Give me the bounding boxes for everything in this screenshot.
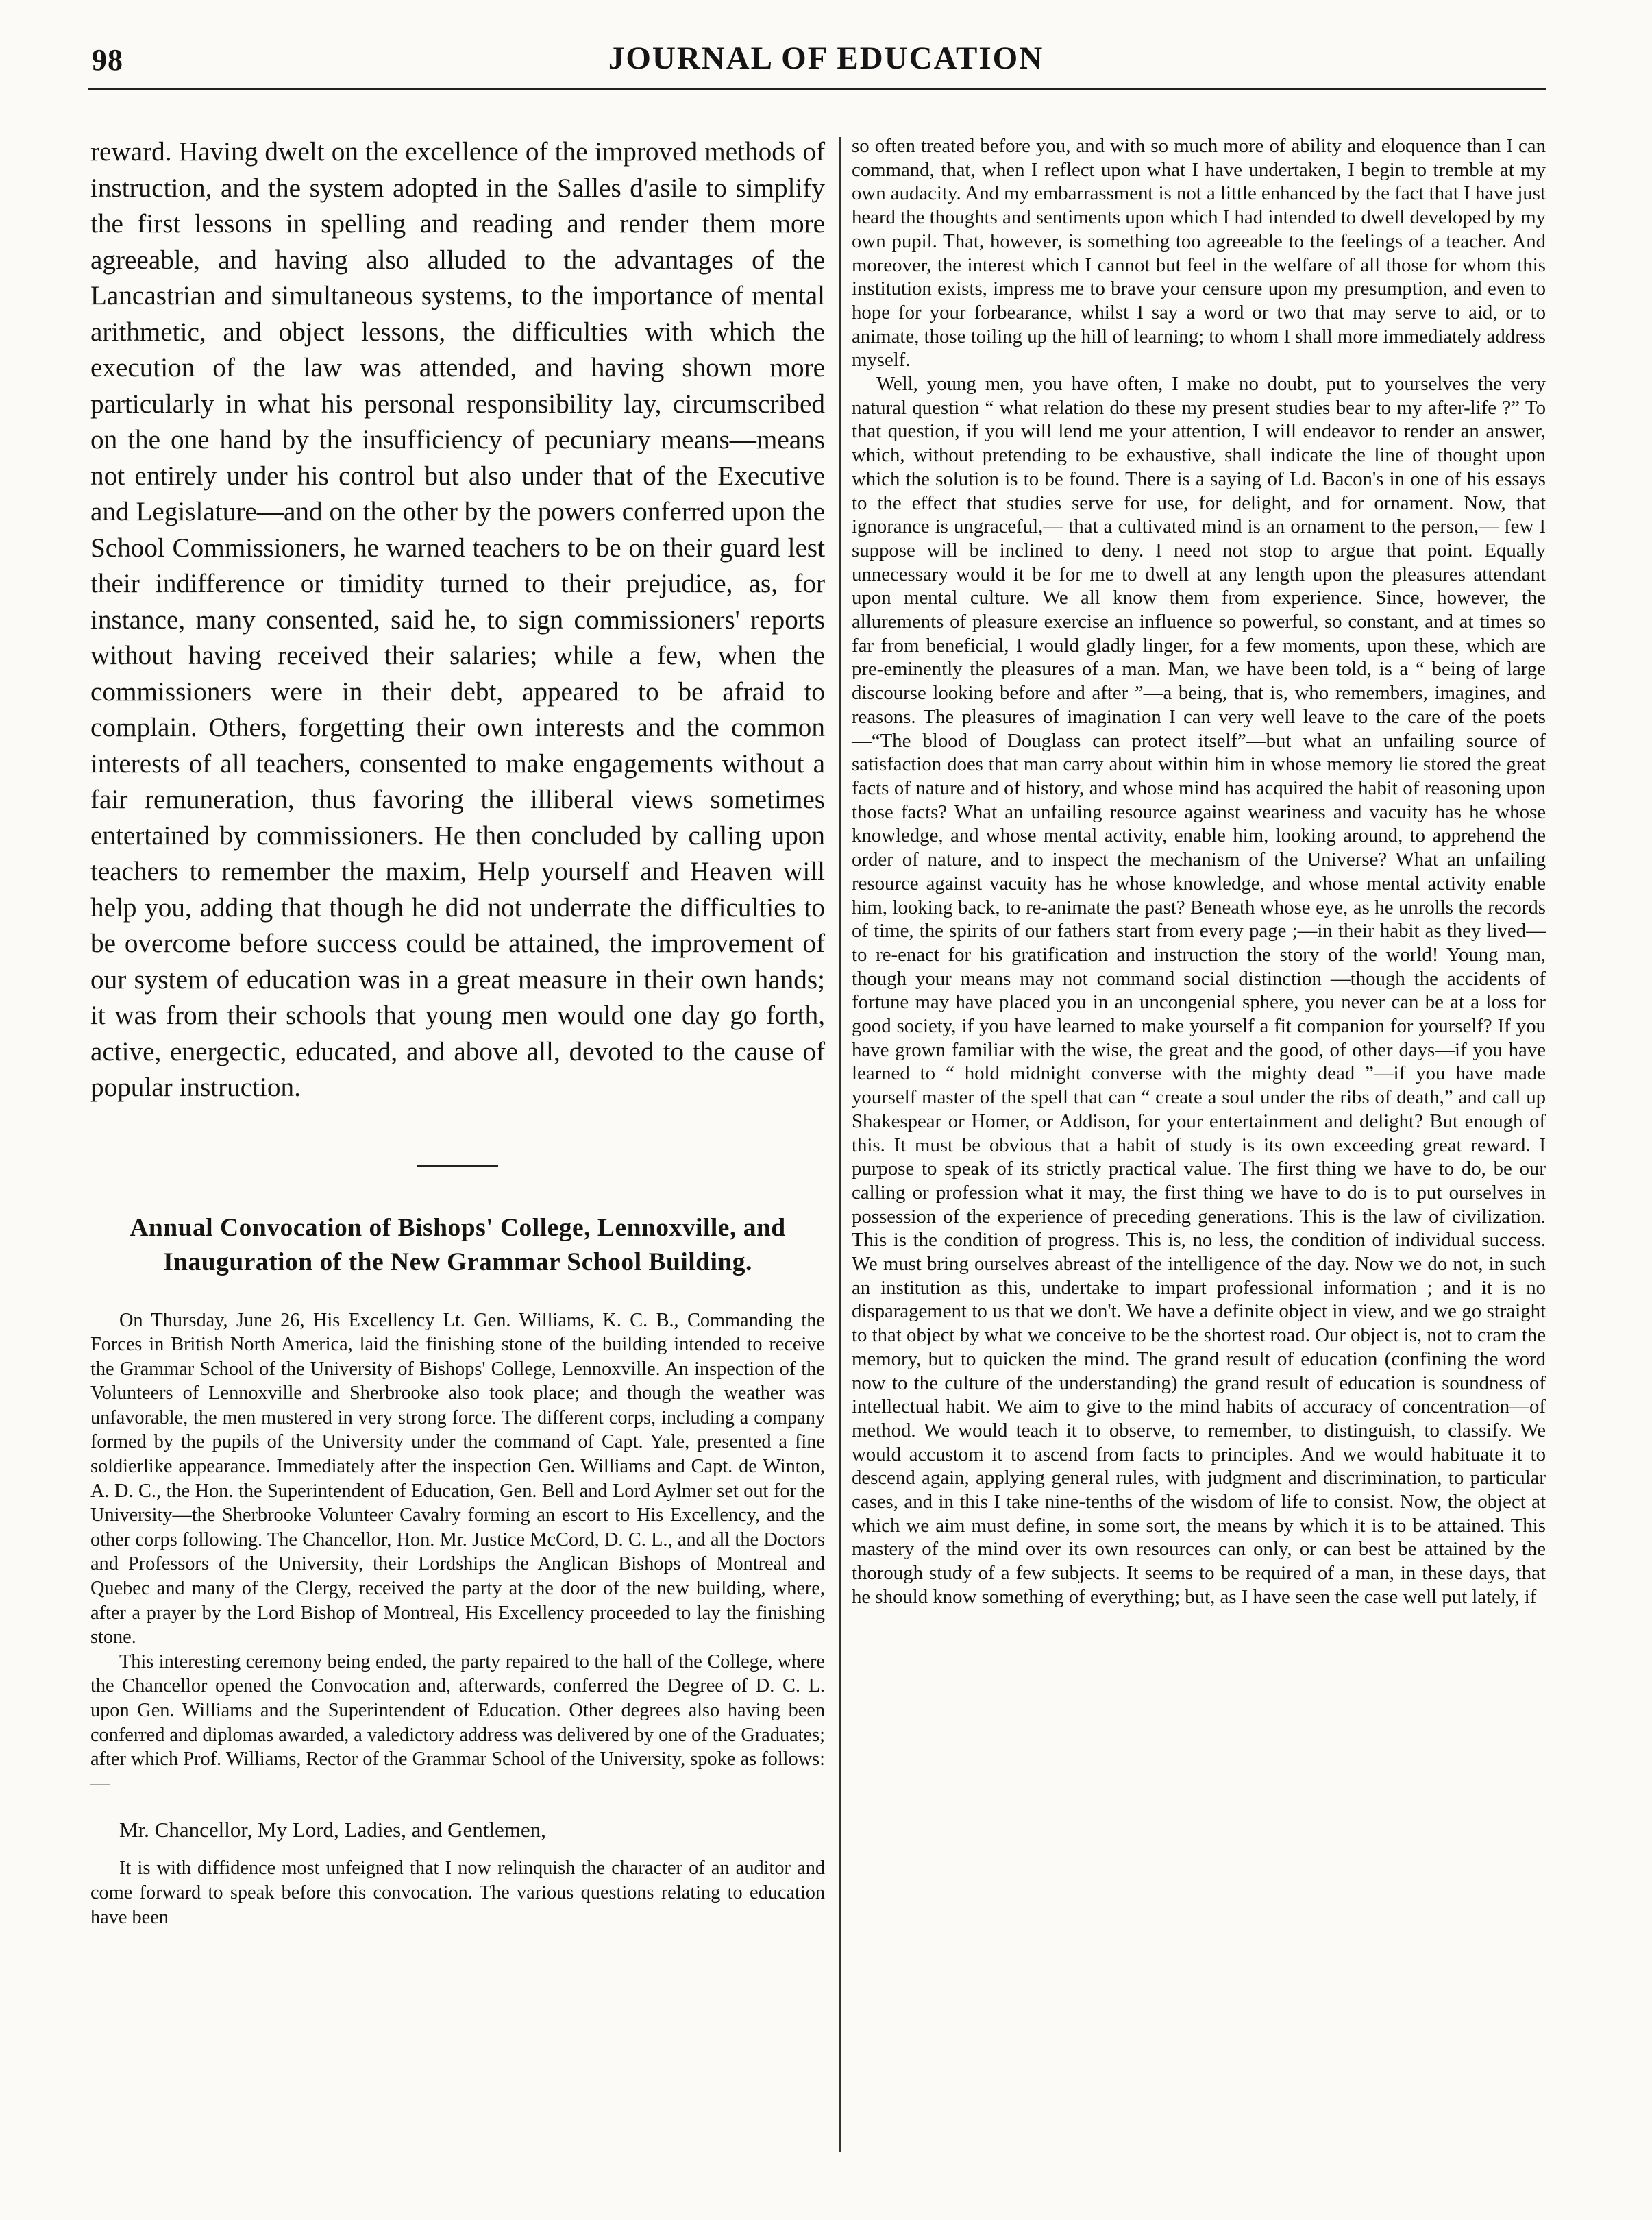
section-divider <box>417 1165 498 1167</box>
right-column <box>852 134 1546 1609</box>
section-heading: Annual Convocation of Bishops' College, Lennoxville, and Inauguration of the New Grammar School Building. <box>130 1213 786 1276</box>
report-paragraph: This interesting ceremony being ended, the party repaired to the hall of the College, where the Chancellor opened the Convocation and, afterwards, conferred the Degree of D. C. L. upon Gen. Williams and the Superintendent of Education. Other degrees also having been conferred and diplomas awarded, a valedictory address was delivered by one of the Graduates; after which Prof. Williams, Rector of the Grammar School of the University, spoke as follows:— <box>90 1650 825 1794</box>
address-paragraph: so often treated before you, and with so much more of ability and eloquence than I can command, that, when I reflect upon what I have undertaken, I begin to tremble at my own audacity. And my embarrassment is not a little enhanced by the fact that I have just heard the thoughts and sentiments upon which I had intended to dwell developed by my own pupil. That, however, is something too agreeable to the feelings of a teacher. And moreover, the interest which I cannot but feel in the welfare of all those for whom this institution exists, impress me to brave your censure upon my presumption, and even to hope for your forbearance, whilst I say a word or two that may serve to aid, or to animate, those toiling up the hill of learning; to whom I shall more immediately address myself. <box>852 135 1546 371</box>
report-paragraph: On Thursday, June 26, His Excellency Lt. Gen. Williams, K. C. B., Commanding the Forces in British North America, laid the finishing stone of the building intended to receive the Grammar School of the University of Bishops' College, Lennoxville. An inspection of the Volunteers of Lennoxville and Sherbrooke also took place; and though the weather was unfavorable, the men mustered in very strong force. The different corps, including a company formed by the pupils of the University under the command of Capt. Yale, presented a fine soldierlike appearance. Immediately after the inspection Gen. Williams and Capt. de Winton, A. D. C., the Hon. the Superintendent of Education, Gen. Bell and Lord Aylmer set out for the University—the Sherbrooke Volunteer Cavalry forming an escort to His Excellency, and the other corps following. The Chancellor, Hon. Mr. Justice McCord, D. C. L., and all the Doctors and Professors of the University, their Lordships the Anglican Bishops of Montreal and Quebec and many of the Clergy, received the party at the door of the new building, where, after a prayer by the Lord Bishop of Montreal, His Excellency proceeded to lay the finishing stone. <box>90 1309 825 1648</box>
intro-paragraph: reward. Having dwelt on the excellence of the improved methods of instruction, and the system adopted in the Salles d'asile to simplify the first lessons in spelling and reading and render them more agreeable, and having also alluded to the advantages of the Lancastrian and simultaneous systems, to the importance of mental arithmetic, and object lessons, the difficulties with which the execution of the law was attended, and having shown more particularly in what his personal responsibility lay, circumscribed on the one hand by the insufficiency of pecuniary means—means not entirely under his control but also under that of the Executive and Legislature—and on the other by the powers conferred upon the School Commissioners, he warned teachers to be on their guard lest their indifference or timidity turned to their prejudice, as, for instance, many consented, said he, to sign commissioners' reports without having received their salaries; while a few, when the commissioners were in their debt, appeared to be afraid to complain. Others, forgetting their own interests and the common interests of all teachers, consented to make engagements without a fair remuneration, thus favoring the illiberal views sometimes entertained by commissioners. He then concluded by calling upon teachers to remember the maxim, Help yourself and Heaven will help you, adding that though he did not underrate the difficulties to be overcome before success could be attained, the improvement of our system of education was in a great measure in their own hands; it was from their schools that young men would one day go forth, active, energectic, educated, and above all, devoted to the cause of popular instruction. <box>90 137 825 1102</box>
left-column <box>90 134 825 1929</box>
address-salutation: Mr. Chancellor, My Lord, Ladies, and Gentlemen, <box>119 1818 546 1842</box>
address-paragraph: It is with diffidence most unfeigned that I now relinquish the character of an auditor and come forward to speak before this convocation. The various questions relating to education have been <box>90 1857 825 1928</box>
page-number: 98 <box>92 43 123 77</box>
address-paragraph: Well, young men, you have often, I make no doubt, put to yourselves the very natural question “ what relation do these my present studies bear to my after-life ?” To that question, if you will lend me your attention, I will endeavor to render an answer, which, without pretending to be exhaustive, shall indicate the line of thought upon which the solution is to be found. There is a saying of Ld. Bacon's in one of his essays to the effect that studies serve for use, for delight, and for ornament. Now, that ignorance is ungraceful,— that a cultivated mind is an ornament to the person,— few I suppose will be inclined to deny. I need not stop to argue that point. Equally unnecessary would it be for me to dwell at any length upon the pleasures attendant upon mental culture. We all know them from experience. Since, however, the allurements of pleasure exercise an influence so powerful, so constant, and at times so far from beneficial, I would gladly linger, for a few moments, upon these, which are pre-eminently the pleasures of a man. Man, we have been told, is a “ being of large discourse looking before and after ”—a being, that is, who remembers, imagines, and reasons. The pleasures of imagination I can very well leave to the care of the poets—“The blood of Douglass can protect itself”—but what an unfailing source of satisfaction does that man carry about within him in whose memory lie stored the great facts of nature and of history, and whose mind has acquired the habit of reasoning upon those facts? What an unfailing resource against weariness and vacuity has he whose knowledge, and whose mental activity, enable him, looking around, to apprehend the order of nature, and to inspect the mechanism of the Universe? What an unfailing resource against vacuity has he whose knowledge, and whose mental activity enable him, looking back, to re-animate the past? Beneath whose eye, as he unrolls the records of time, the spirits of our fathers start from every page ;—in their habit as they lived—to re-enact for his gratification and instruction the story of the world! Young man, though your means may not command social distinction —though the accidents of fortune may have placed you in an uncongenial sphere, you never can be at a loss for good society, if you have learned to make yourself a fit companion for yourself? If you have grown familiar with the wise, the great and the good, of other days—if you have learned to “ hold midnight converse with the mighty dead ”—if you have made yourself master of the spell that can “ create a soul under the ribs of death,” and call up Shakespear or Homer, or Addison, for your entertainment and delight? But enough of this. It must be obvious that a habit of study is its own exceeding great reward. I purpose to speak of its strictly practical value. The first thing we have to do, be our calling or profession what it may, the first thing we have to do is to put ourselves in possession of the experience of preceding generations. This is the law of civilization. This is the condition of progress. This is, no less, the condition of individual success. We must bring ourselves abreast of the intelligence of the day. Now we do not, in such an institution as this, undertake to impart professional information ; and it is no disparagement to us that we don't. We have a definite object in view, and we go straight to that object by what we conceive to be the shortest road. Our object is, not to cram the memory, but to quicken the mind. The grand result of education (confining the word now to the culture of the understanding) the grand result of education is soundness of intellectual habit. We aim to give to the mind habits of accuracy of concentration—of method. We would teach it to observe, to remember, to distinguish, to classify. We would accustom it to ascend from facts to principles. And we would habituate it to descend again, applying general rules, with judgment and discrimination, to particular cases, and in this I take nine-tenths of the wisdom of life to consist. Now, the object at which we aim must define, in some sort, the means by which it is to be attained. This mastery of the mind over its own resources can only, or can best be attained by the thorough study of a few subjects. It seems to be required of a man, in these days, that he should know something of everything; but, as I have seen the case well put lately, if <box>852 373 1546 1608</box>
column-divider <box>839 137 841 2152</box>
header-rule <box>88 88 1546 90</box>
running-title: JOURNAL OF EDUCATION <box>608 40 1044 76</box>
